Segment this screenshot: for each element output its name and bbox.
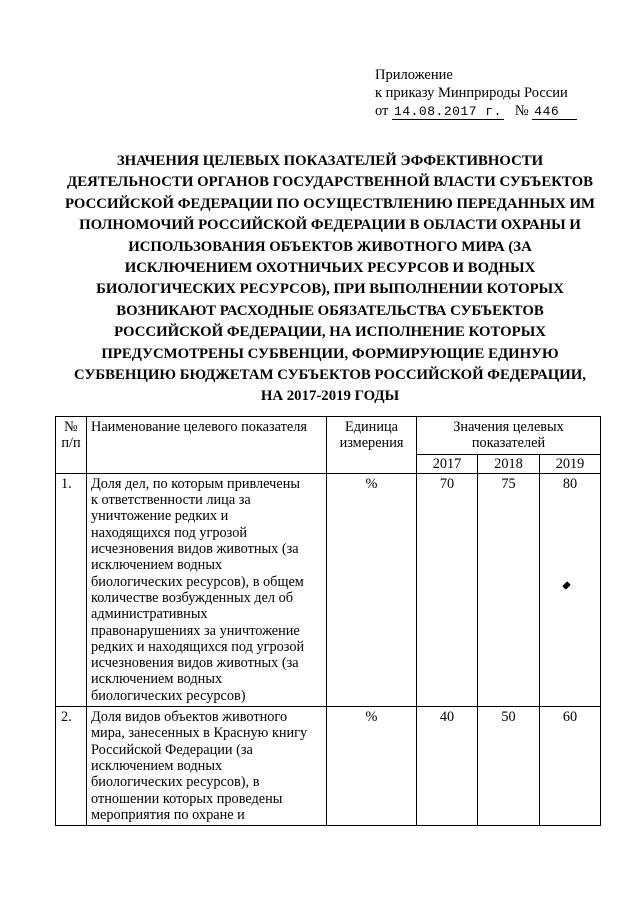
row-value-2019: 80 (540, 473, 601, 706)
header-year-2017: 2017 (417, 454, 478, 473)
document-title (60, 151, 600, 408)
title-line: ПОЛНОМОЧИЙ РОССИЙСКОЙ ФЕДЕРАЦИИ В ОБЛАСТИ ОХРАНЫ И (79, 217, 581, 234)
indicators-table (55, 416, 601, 826)
number-label: № (514, 103, 529, 119)
row-value-2018: 75 (478, 473, 540, 706)
table-row (56, 473, 601, 706)
row-indicator-name: Доля дел, по которым привлечены к ответственности лица за уничтожение редких и находящихся под угрозой исчезновения видов животных (за исключением водных биологических ресурсов), в общем количестве возбужденных дел об административных правонарушениях за уничтожение редких и находящихся под угрозой исчезновения видов животных (за исключением водных биологических ресурсов) (87, 473, 327, 706)
row-value-2017: 40 (417, 707, 478, 826)
header-num: № п/п (56, 417, 87, 474)
header-year-2019: 2019 (540, 454, 601, 473)
appendix-date-line (375, 102, 577, 121)
appendix-block (375, 66, 577, 121)
header-values: Значения целевых показателей (417, 417, 601, 455)
appendix-order-ref: к приказу Минприроды России (375, 85, 568, 101)
header-name: Наименование целевого показателя (87, 417, 327, 474)
row-value-2019: 60 (540, 707, 601, 826)
order-date: 14.08.2017 г. (394, 104, 502, 119)
row-value-2018: 50 (478, 707, 540, 826)
title-line: ДЕЯТЕЛЬНОСТИ ОРГАНОВ ГОСУДАРСТВЕННОЙ ВЛАСТИ СУБЪЕКТОВ (67, 174, 593, 191)
title-line: НА 2017-2019 ГОДЫ (260, 388, 400, 405)
from-label: от (375, 103, 389, 119)
row-number: 1. (56, 473, 87, 706)
title-line: ВОЗНИКАЮТ РАСХОДНЫЕ ОБЯЗАТЕЛЬСТВА СУБЪЕКТОВ (116, 302, 544, 319)
table-row (56, 707, 601, 826)
title-line: РОССИЙСКОЙ ФЕДЕРАЦИИ ПО ОСУЩЕСТВЛЕНИЮ ПЕРЕДАННЫХ ИМ (64, 195, 596, 212)
row-indicator-name: Доля видов объектов животного мира, занесенных в Красную книгу Российской Федерации (за исключением водных биологических ресурсов), в отношении которых проведены мероприятия по охране и (87, 707, 327, 826)
header-unit: Единица измерения (327, 417, 417, 474)
title-line: ПРЕДУСМОТРЕНЫ СУБВЕНЦИИ, ФОРМИРУЮЩИЕ ЕДИНУЮ (101, 345, 559, 362)
order-number: 446 (532, 104, 577, 120)
row-number: 2. (56, 707, 87, 826)
title-line: ЗНАЧЕНИЯ ЦЕЛЕВЫХ ПОКАЗАТЕЛЕЙ ЭФФЕКТИВНОСТИ (116, 153, 544, 169)
table-header-row (56, 417, 601, 455)
title-line: БИОЛОГИЧЕСКИХ РЕСУРСОВ), ПРИ ВЫПОЛНЕНИИ КОТОРЫХ (96, 281, 564, 298)
title-line: ИСПОЛЬЗОВАНИЯ ОБЪЕКТОВ ЖИВОТНОГО МИРА (ЗА (128, 238, 532, 255)
title-line: РОССИЙСКОЙ ФЕДЕРАЦИИ, НА ИСПОЛНЕНИЕ КОТОРЫХ (114, 324, 546, 341)
appendix-title: Приложение (375, 67, 453, 83)
row-unit: % (327, 707, 417, 826)
header-year-2018: 2018 (478, 454, 540, 473)
title-line: ИСКЛЮЧЕНИЕМ ОХОТНИЧЬИХ РЕСУРСОВ И ВОДНЫХ (124, 260, 536, 277)
title-line: СУБВЕНЦИЮ БЮДЖЕТАМ СУБЪЕКТОВ РОССИЙСКОЙ ФЕДЕРАЦИИ, (74, 367, 586, 384)
row-value-2017: 70 (417, 473, 478, 706)
row-unit: % (327, 473, 417, 706)
